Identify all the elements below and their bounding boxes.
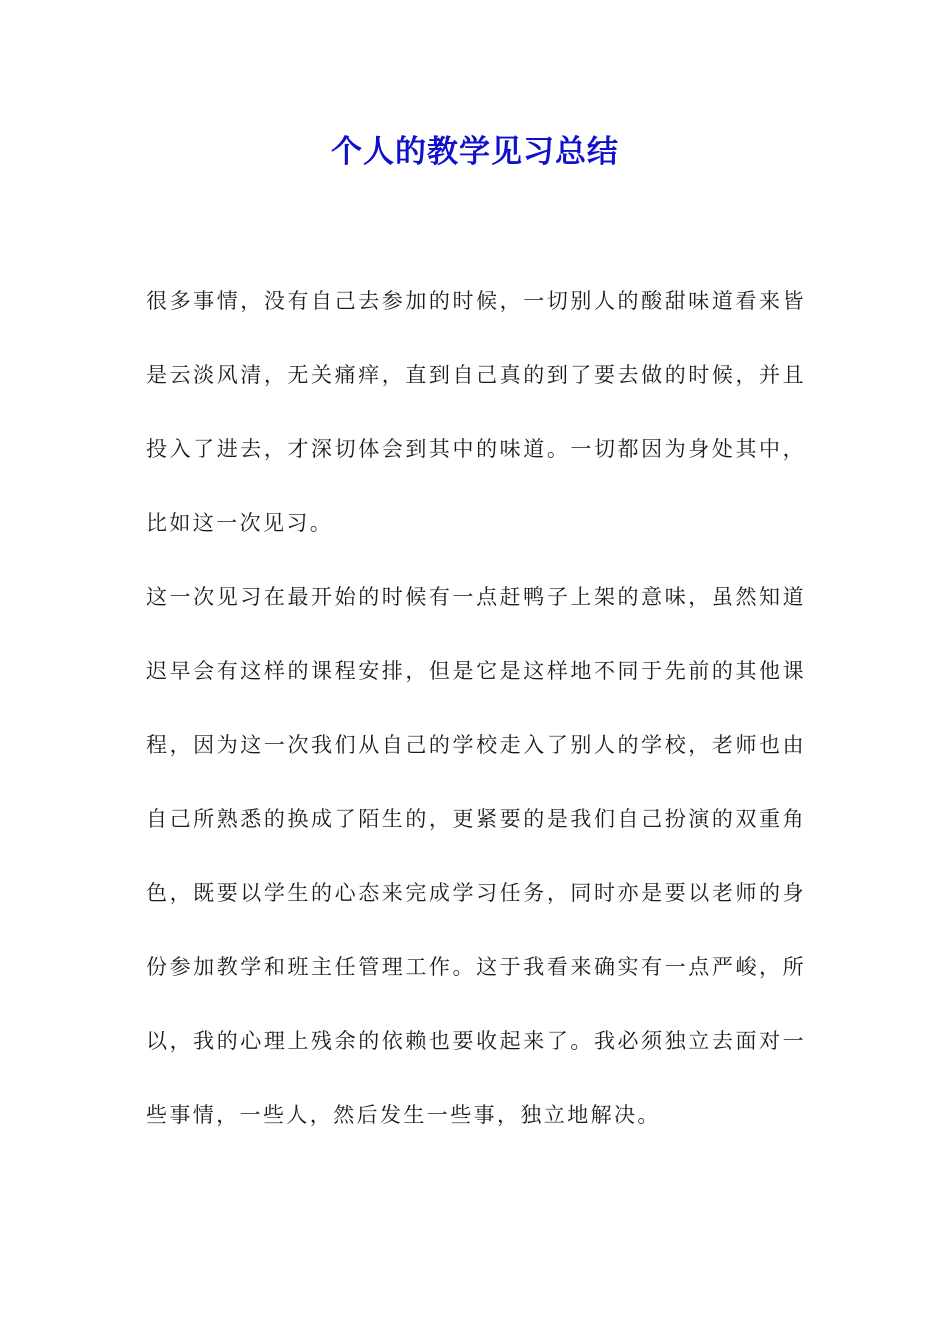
paragraph-1: 很多事情，没有自己去参加的时候，一切别人的酸甜味道看来皆是云淡风清，无关痛痒，直到自己真的到了要去做的时候，并且投入了进去，才深切体会到其中的味道。一切都因为身处其中，比如这一次见习。 bbox=[146, 289, 806, 535]
document-body bbox=[146, 264, 806, 1152]
document-title: 个人的教学见习总结 bbox=[331, 134, 619, 170]
paragraph-2: 这一次见习在最开始的时候有一点赶鸭子上架的意味，虽然知道迟早会有这样的课程安排，但是它是这样地不同于先前的其他课程，因为这一次我们从自己的学校走入了别人的学校，老师也由自己所熟悉的换成了陌生的，更紧要的是我们自己扮演的双重角色，既要以学生的心态来完成学习任务，同时亦是要以老师的身份参加教学和班主任管理工作。这于我看来确实有一点严峻，所以，我的心理上残余的依赖也要收起来了。我必须独立去面对一些事情，一些人，然后发生一些事，独立地解决。 bbox=[146, 585, 806, 1127]
